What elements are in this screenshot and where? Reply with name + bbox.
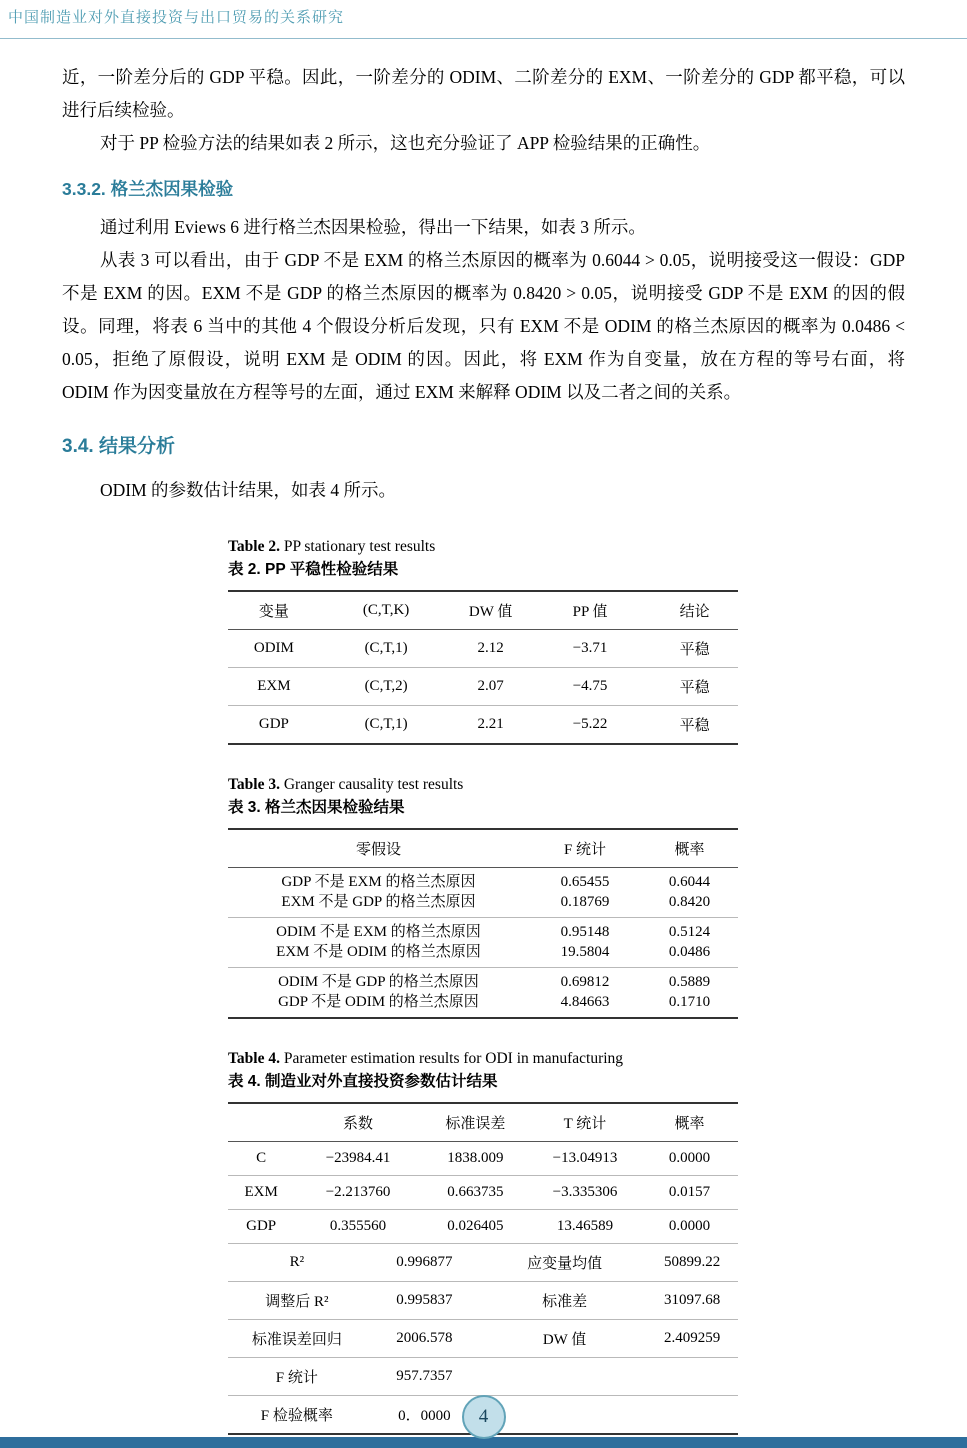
hypothesis-line: EXM 不是 GDP 的格兰杰原因 <box>281 893 476 910</box>
cell: −23984.41 <box>294 1142 422 1176</box>
cell: 0.663735 <box>422 1176 529 1210</box>
cell: 1838.009 <box>422 1142 529 1176</box>
f-stat-value: 0.69812 <box>560 974 610 990</box>
cell: 2.21 <box>477 716 504 732</box>
table-4-caption-en-text: Parameter estimation results for ODI in manufacturing <box>283 1050 624 1067</box>
cell: −5.22 <box>572 716 608 732</box>
col-header-variable: 变量 <box>228 591 320 630</box>
table-3-caption-zh <box>228 796 738 819</box>
cell: GDP <box>228 1210 294 1244</box>
prob-value: 0.0486 <box>668 943 711 960</box>
stat-name: 应变量均值 <box>483 1244 646 1282</box>
cell: −3.71 <box>529 630 651 668</box>
col-header-prob: 概率 <box>641 1103 738 1142</box>
paragraph-eviews: 通过利用 Eviews 6 进行格兰杰因果检验，得出一下结果，如表 3 所示。 <box>100 217 646 237</box>
hypothesis-line: GDP 不是 EXM 的格兰杰原因 <box>281 874 476 890</box>
table-row <box>228 630 738 668</box>
col-header-f-stat: F 统计 <box>529 829 641 868</box>
cell: ODIM <box>228 630 320 668</box>
stat-name <box>483 1358 646 1396</box>
cell: −3.335306 <box>529 1176 641 1210</box>
cell: 平稳 <box>651 630 738 668</box>
cell: 2.12 <box>452 630 529 668</box>
cell: (C,T,1) <box>364 716 408 732</box>
table-2-caption-en <box>228 535 738 558</box>
paragraph-pp-test: 对于 PP 检验方法的结果如表 2 所示，这也充分验证了 APP 检验结果的正确性。 <box>100 133 711 153</box>
table-3-block <box>228 773 738 1019</box>
cell: 0.0157 <box>641 1176 738 1210</box>
prob-value: 0.5124 <box>668 924 711 940</box>
running-head-title: 中国制造业对外直接投资与出口贸易的关系研究 <box>8 9 345 26</box>
table-row <box>228 1142 738 1176</box>
table-row <box>228 1210 738 1244</box>
stat-value: 957.7357 <box>366 1358 483 1396</box>
prob-value: 0.1710 <box>668 993 711 1010</box>
section-heading-3-3-2: 3.3.2. 格兰杰因果检验 <box>62 179 234 199</box>
hypothesis-line: ODIM 不是 EXM 的格兰杰原因 <box>276 924 481 940</box>
table-2-caption-en-label: Table 2. <box>228 538 280 555</box>
stat-label: 调整后 R² <box>228 1282 366 1320</box>
cell: (C,T,2) <box>320 668 453 706</box>
paragraph-continuation: 近，一阶差分后的 GDP 平稳。因此，一阶差分的 ODIM、二阶差分的 EXM、一阶差分的 GDP 都平稳，可以进行后续检验。 <box>62 67 905 120</box>
table-2-caption-en-text: PP stationary test results <box>283 538 436 555</box>
table-header-row <box>228 591 738 630</box>
stat-label: F 检验概率 <box>260 1408 333 1424</box>
table-4-caption-zh <box>228 1070 738 1093</box>
f-stat-value: 19.5804 <box>560 943 610 960</box>
stat-value: 0．0000 <box>398 1408 451 1424</box>
table-2-caption-zh <box>228 558 738 581</box>
stat-value: 0.995837 <box>366 1282 483 1320</box>
granger-causality-table <box>228 828 738 1019</box>
f-stat-value: 4.84663 <box>560 993 610 1010</box>
stat-label: R² <box>228 1244 366 1282</box>
prob-value: 0.6044 <box>668 874 711 890</box>
cell: 0.026405 <box>422 1210 529 1244</box>
cell: 0.0000 <box>641 1210 738 1244</box>
col-header-empty <box>228 1103 294 1142</box>
col-header-prob: 概率 <box>641 829 738 868</box>
cell-probs <box>641 968 738 1019</box>
cell: C <box>228 1142 294 1176</box>
hypothesis-pair-row <box>228 868 738 918</box>
page-number: 4 <box>478 1406 489 1427</box>
table-4-caption-en <box>228 1047 738 1070</box>
stats-row <box>228 1358 738 1396</box>
stat-val: 2.409259 <box>646 1320 738 1358</box>
cell: −2.213760 <box>294 1176 422 1210</box>
cell: 13.46589 <box>529 1210 641 1244</box>
cell-hypotheses <box>228 918 529 968</box>
stats-row <box>228 1244 738 1282</box>
cell: 0.355560 <box>294 1210 422 1244</box>
cell: (C,T,1) <box>320 630 453 668</box>
stat-val: 50899.22 <box>646 1244 738 1282</box>
cell: 0.0000 <box>641 1142 738 1176</box>
stat-name: DW 值 <box>483 1320 646 1358</box>
f-stat-value: 0.95148 <box>560 924 610 940</box>
cell-f-stats <box>529 918 641 968</box>
hypothesis-pair-row <box>228 918 738 968</box>
table-2-caption-zh-label: 表 2. <box>228 561 261 578</box>
cell-hypotheses <box>228 968 529 1019</box>
table-4-caption-zh-text: 制造业对外直接投资参数估计结果 <box>265 1073 498 1090</box>
col-header-pp: PP 值 <box>529 591 651 630</box>
table-3-caption-en <box>228 773 738 796</box>
table-row <box>228 668 738 706</box>
table-header-row <box>228 1103 738 1142</box>
cell: 平稳 <box>679 718 710 734</box>
stat-value: 2006.578 <box>366 1320 483 1358</box>
table-3-caption-en-text: Granger causality test results <box>283 776 464 793</box>
stat-name <box>483 1396 646 1435</box>
table-2-block <box>228 535 738 745</box>
col-header-t-stat: T 统计 <box>529 1103 641 1142</box>
cell: 平稳 <box>651 668 738 706</box>
cell: EXM <box>228 1176 294 1210</box>
col-header-std-error: 标准误差 <box>422 1103 529 1142</box>
stat-val <box>646 1396 738 1435</box>
paragraph-granger-analysis: 从表 3 可以看出，由于 GDP 不是 EXM 的格兰杰原因的概率为 0.6044 > 0.05，说明接受这一假设：GDP 不是 EXM 的因。EXM 不是 GDP 的格兰杰原因的概率为 0.8420 > 0.05，说明接受 GDP 不是 EXM 的因的假设。同理，将表 6 当中的其他 4 个假设分析后发现，只有 EXM 不是 ODIM 的格兰杰原因的概率为 0.0486 < 0.05，拒绝了原假设，说明 EXM 是 ODIM 的因。因此，将 EXM 作为自变量，放在方程的等号右面，将 ODIM 作为因变量放在方程等号的左面，通过 EXM 来解释 ODIM 以及二者之间的关系。 <box>62 250 905 402</box>
col-header-null-hypothesis: 零假设 <box>228 829 529 868</box>
pp-stationary-test-table <box>228 590 738 745</box>
page-content <box>0 39 967 1435</box>
cell-f-stats <box>529 868 641 918</box>
table-4-caption-zh-label: 表 4. <box>228 1073 261 1090</box>
cell: EXM <box>228 668 320 706</box>
cell: 2.07 <box>452 668 529 706</box>
cell: −13.04913 <box>529 1142 641 1176</box>
cell: −4.75 <box>529 668 651 706</box>
stats-row <box>228 1282 738 1320</box>
stats-row <box>228 1320 738 1358</box>
page-number-badge <box>462 1395 506 1439</box>
section-heading-3-4: 3.4. 结果分析 <box>62 436 175 457</box>
stat-value: 0.996877 <box>366 1244 483 1282</box>
cell-probs <box>641 918 738 968</box>
hypothesis-pair-row <box>228 968 738 1019</box>
table-2-caption-zh-text: PP 平稳性检验结果 <box>265 561 399 578</box>
prob-value: 0.8420 <box>668 893 711 910</box>
parameter-estimation-table-main <box>228 1102 738 1244</box>
col-header-ctk: (C,T,K) <box>320 591 453 630</box>
hypothesis-line: EXM 不是 ODIM 的格兰杰原因 <box>276 943 481 960</box>
col-header-dw: DW 值 <box>452 591 529 630</box>
stat-name: 标准差 <box>483 1282 646 1320</box>
paragraph-odim-result: ODIM 的参数估计结果，如表 4 所示。 <box>100 480 397 500</box>
cell: GDP <box>258 716 289 732</box>
hypothesis-line: GDP 不是 ODIM 的格兰杰原因 <box>278 993 479 1010</box>
cell-probs <box>641 868 738 918</box>
table-header-row <box>228 829 738 868</box>
f-stat-value: 0.18769 <box>560 893 610 910</box>
hypothesis-line: ODIM 不是 GDP 的格兰杰原因 <box>278 974 479 990</box>
table-4-block <box>228 1047 738 1435</box>
table-4-caption-en-label: Table 4. <box>228 1050 280 1067</box>
f-stat-value: 0.65455 <box>560 874 610 890</box>
table-3-caption-en-label: Table 3. <box>228 776 280 793</box>
table-3-caption-zh-text: 格兰杰因果检验结果 <box>265 799 405 816</box>
stat-label: 标准误差回归 <box>228 1320 366 1358</box>
cell-f-stats <box>529 968 641 1019</box>
table-row <box>228 706 738 745</box>
stat-label: F 统计 <box>228 1358 366 1396</box>
prob-value: 0.5889 <box>668 974 711 990</box>
cell-hypotheses <box>228 868 529 918</box>
col-header-coefficient: 系数 <box>294 1103 422 1142</box>
col-header-conclusion: 结论 <box>651 591 738 630</box>
table-3-caption-zh-label: 表 3. <box>228 799 261 816</box>
stat-val <box>646 1358 738 1396</box>
table-row <box>228 1176 738 1210</box>
stat-val: 31097.68 <box>646 1282 738 1320</box>
